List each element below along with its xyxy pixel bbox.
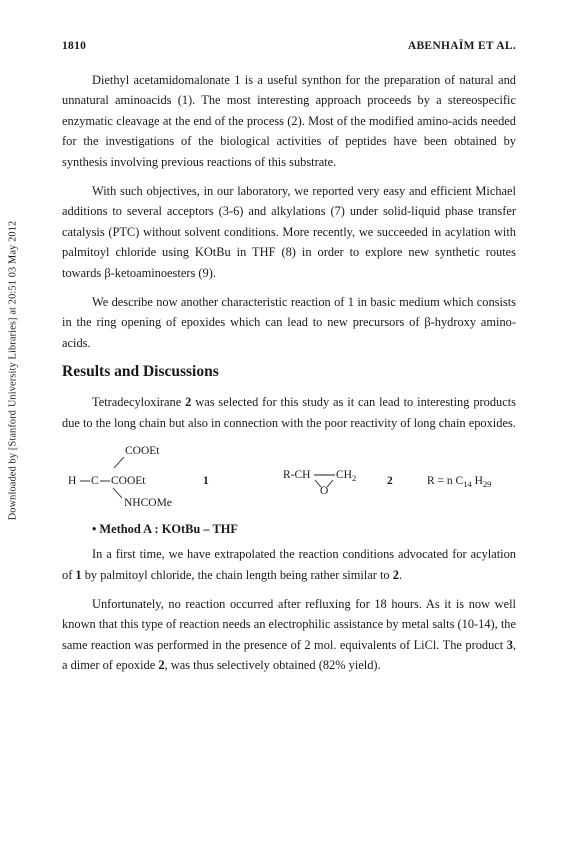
paragraph-tetradecyloxirane xyxy=(62,392,516,433)
compound-ref-3: 3 xyxy=(506,637,513,652)
epoxide-r-ch: R-CH xyxy=(283,469,311,482)
group-nhcome: NHCOMe xyxy=(124,497,172,510)
paragraph-description xyxy=(62,292,516,353)
article-body xyxy=(62,70,516,685)
download-watermark-text: Downloaded by [Stanford University Libraries] at 20:51 03 May 2012 xyxy=(7,220,19,520)
paragraph-description-text: We describe now another characteristic reaction of 1 in basic medium which consists in the ring opening of epoxides which can lead to new precursors of β-hydroxy amino-acids. xyxy=(62,295,516,350)
paragraph-method-a xyxy=(62,544,516,585)
page-number: 1810 xyxy=(62,40,87,52)
r-definition xyxy=(427,475,491,488)
compound-ref-2c: 2 xyxy=(158,658,165,673)
p6-before: Unfortunately, no reaction occurred after refluxing for 18 hours. As it is now well known that this type of reaction needs an electrophilic assistance by metal salts (10-14), the same reaction was performed in the presence of 2 mol. equivalents of LiCl. The product xyxy=(62,596,516,652)
paragraph-objectives xyxy=(62,181,516,283)
compound-label-1: 1 xyxy=(203,475,209,488)
running-head-authors: ABENHAÏM ET AL. xyxy=(407,40,516,52)
p5-before: In a first time, we have extrapolated the reaction conditions advocated for acylation of xyxy=(62,547,516,582)
paragraph-objectives-text: With such objectives, in our laboratory, we reported very easy and efficient Michael additions to several acceptors (3-6) and alkylations (7) under solid-liquid phase transfer catalysis (PTC) without solvent conditions. More recently, we succeeded in acylation with palmitoyl chloride using KOtBu in THF (8) in order to explore new synthetic routes towards β-ketoaminoesters (9). xyxy=(62,184,516,280)
compound-ref-2b: 2 xyxy=(392,567,399,582)
chemical-structures xyxy=(62,442,516,512)
r-def-text: R = n C xyxy=(427,475,464,488)
atom-c: C xyxy=(91,475,99,488)
bond-c-cooet-top xyxy=(114,457,124,468)
epoxide-ch: CH xyxy=(336,469,352,482)
p5-after: . xyxy=(398,567,402,582)
download-watermark xyxy=(6,100,20,640)
paragraph-intro-text: Diethyl acetamidomalonate 1 is a useful synthon for the preparation of natural and unnatural aminoacids (1). The most interesting approach proceeds by a stereospecific enzymatic cleavage at the end of the process (2). Most of the modified amino-acids needed for the investigations of the biological activities of peptides have been obtained by synthesis involving previous reactions of this substrate. xyxy=(62,73,516,169)
page-header xyxy=(62,40,516,52)
epoxide-ch2-sub: 2 xyxy=(351,473,357,484)
compound-ref-2: 2 xyxy=(185,395,192,410)
r-def-sub-14: 14 xyxy=(463,479,472,490)
bond-c-nhcome xyxy=(113,488,122,498)
atom-h: H xyxy=(68,475,77,488)
p4-before: Tetradecyloxirane xyxy=(92,395,186,410)
compound-ref-1: 1 xyxy=(75,567,82,582)
paragraph-intro xyxy=(62,70,516,172)
group-cooet-mid: COOEt xyxy=(111,475,146,488)
r-def-h: H xyxy=(471,475,483,488)
p6-after: , was thus selectively obtained (82% yield). xyxy=(164,658,381,673)
section-heading-results: Results and Discussions xyxy=(62,363,219,381)
p6-middle: , a dimer of epoxide xyxy=(62,637,516,673)
paragraph-results xyxy=(62,594,516,676)
r-def-sub-29: 29 xyxy=(482,479,492,490)
p5-middle: by palmitoyl chloride, the chain length being rather similar to xyxy=(81,567,393,582)
group-cooet-top: COOEt xyxy=(125,445,160,458)
epoxide-oxygen: O xyxy=(320,485,329,498)
p4-after: was selected for this study as it can lead to interesting products due to the long chain but also in connection with the poor reactivity of long chain epoxides. xyxy=(62,395,516,430)
compound-label-2: 2 xyxy=(387,475,393,488)
epoxide-ch2 xyxy=(336,469,356,482)
method-a-heading: • Method A : KOtBu – THF xyxy=(92,522,238,537)
